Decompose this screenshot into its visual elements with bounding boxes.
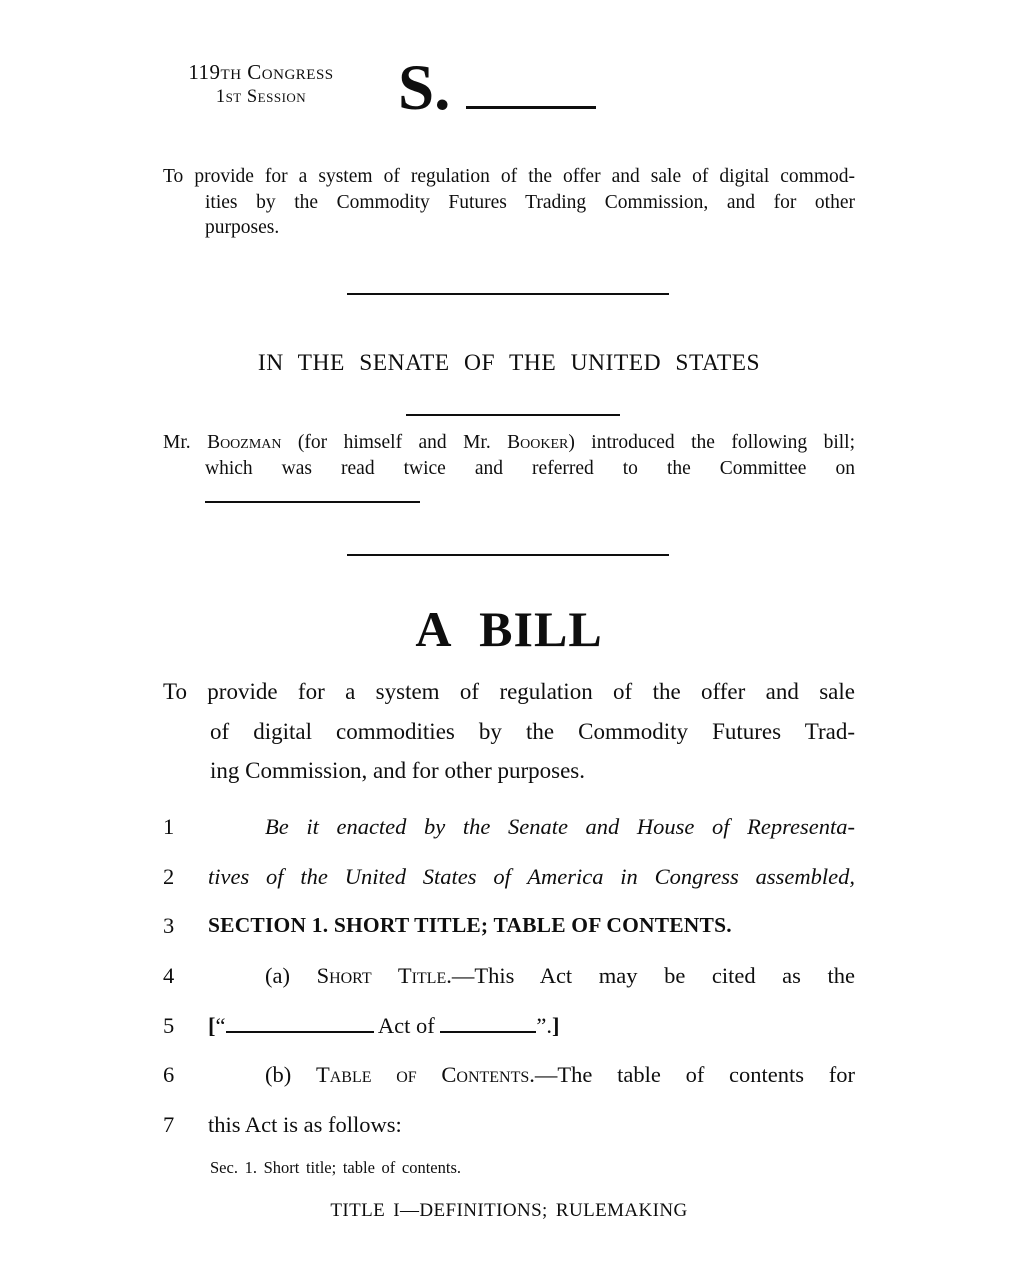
congress-session-block xyxy=(163,60,359,109)
bill-number-blank-line xyxy=(466,106,596,109)
sponsor-line: which was read twice and referred to the Committee on xyxy=(205,457,855,479)
official-title-preamble xyxy=(163,164,855,241)
bill-letter: S. xyxy=(398,52,451,124)
bill-line xyxy=(163,951,855,1001)
line-number: 4 xyxy=(163,963,175,989)
bill-line xyxy=(163,852,855,902)
sponsor-paragraph xyxy=(163,430,855,481)
sponsor-name: Boozman xyxy=(207,432,282,453)
close-bracket: ] xyxy=(552,1012,560,1038)
line-number: 6 xyxy=(163,1062,175,1088)
line-number: 5 xyxy=(163,1012,175,1038)
preamble-line: ities by the Commodity Futures Trading Commission, and for other xyxy=(205,191,855,213)
bill-preamble-line: To provide for a system of regulation of the offer and sale xyxy=(163,679,855,704)
line-number: 2 xyxy=(163,863,175,889)
bill-preamble-line: of digital commodities by the Commodity Futures Trad- xyxy=(210,718,855,744)
bill-line xyxy=(163,1100,855,1150)
act-name-blank-line xyxy=(208,1001,855,1051)
congress-line: 119th Congress xyxy=(188,60,334,84)
preamble-line: purposes. xyxy=(205,217,280,238)
cosponsor-name: Booker xyxy=(507,432,569,453)
act-year-blank xyxy=(440,1031,536,1033)
act-of-text: Act of xyxy=(373,1012,441,1038)
divider-rule xyxy=(347,293,669,295)
subsection-label: (b) xyxy=(265,1062,316,1088)
bill-line xyxy=(163,802,855,852)
sponsor-prefix: Mr. xyxy=(163,432,208,453)
bill-number xyxy=(398,48,596,128)
follows-line: this Act is as follows: xyxy=(208,1112,402,1138)
table-of-contents-caps: Table of Contents xyxy=(315,1062,530,1088)
committee-blank-line xyxy=(205,501,420,503)
toc-title-heading: TITLE I—DEFINITIONS; RULEMAKING xyxy=(330,1200,688,1221)
bill-line xyxy=(163,901,855,951)
enacting-clause-line: tives of the United States of America in Congress assembled, xyxy=(208,863,855,889)
bill-line xyxy=(163,1050,855,1100)
bill-line xyxy=(163,1001,855,1051)
short-title-line xyxy=(208,951,855,1001)
table-of-contents-line xyxy=(208,1050,855,1100)
divider-rule-short xyxy=(406,414,620,416)
open-quote: “ xyxy=(215,1012,226,1038)
short-title-caps: Short Title xyxy=(316,963,447,989)
bill-body xyxy=(163,802,855,1150)
bill-preamble-line: ing Commission, and for other purposes. xyxy=(210,758,585,783)
divider-rule xyxy=(347,554,669,556)
open-bracket: [ xyxy=(208,1012,216,1038)
act-name-blank xyxy=(226,1031,374,1033)
sponsor-suffix: ) introduced the following bill; xyxy=(568,432,855,453)
sponsor-middle: (for himself and Mr. xyxy=(281,432,508,453)
table-of-contents-rest: .—The table of contents for xyxy=(529,1062,855,1088)
line-number: 1 xyxy=(163,814,175,839)
line-number: 3 xyxy=(163,913,175,939)
short-title-rest: .—This Act may be cited as the xyxy=(446,963,855,989)
chamber-heading: IN THE SENATE OF THE UNITED STATES xyxy=(257,350,761,376)
bill-preamble xyxy=(163,672,855,791)
preamble-line: To provide for a system of regulation of the offer and sale of digital commod- xyxy=(163,166,855,187)
sponsor-line xyxy=(163,430,855,456)
subsection-label: (a) xyxy=(265,963,317,989)
enacting-clause-line: Be it enacted by the Senate and House of Representa- xyxy=(265,814,855,839)
toc-entry: Sec. 1. Short title; table of contents. xyxy=(210,1158,461,1177)
session-line: 1st Session xyxy=(215,87,307,107)
close-quote: ”. xyxy=(536,1012,552,1038)
bill-heading: A BILL xyxy=(415,601,603,657)
line-number: 7 xyxy=(163,1112,175,1138)
section-heading: SECTION 1. SHORT TITLE; TABLE OF CONTENTS. xyxy=(208,913,732,938)
